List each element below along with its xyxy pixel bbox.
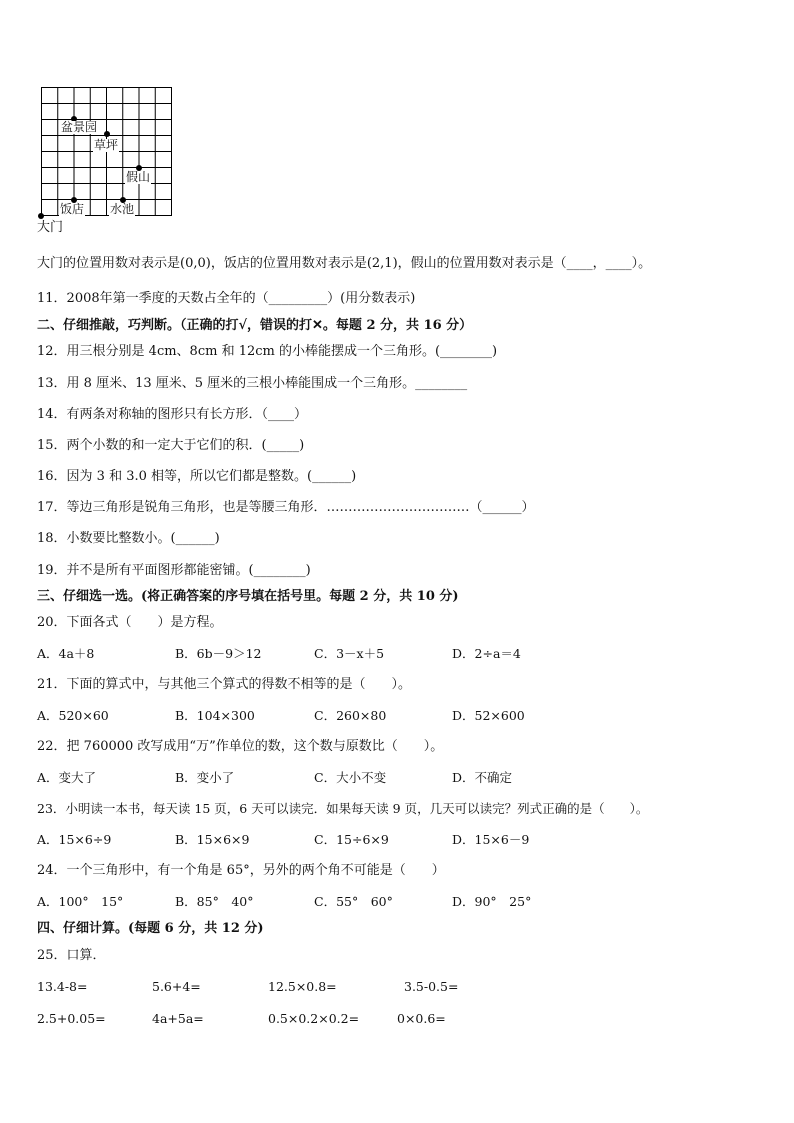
- calc-2-1: 2.5+0.05=: [37, 1011, 106, 1026]
- section2-heading: 二、仔细推敲，巧判断。（正确的打√，错误的打✕。每题 2 分，共 16 分）: [37, 318, 473, 333]
- gate-label: 大门: [37, 220, 64, 235]
- section3-heading: 三、仔细选一选。(将正确答案的序号填在括号里。每题 2 分，共 10 分): [37, 589, 459, 604]
- q24-option-c: C．55° 60°: [314, 894, 393, 909]
- q20-option-d: D．2÷a＝4: [452, 646, 521, 661]
- q21-option-c: C．260×80: [314, 708, 387, 723]
- q20-option-c: C．3－x＋5: [314, 646, 385, 661]
- garden-label: 盆景园: [61, 120, 98, 134]
- q15-text: 15．两个小数的和一定大于它们的积．(_____): [37, 438, 305, 453]
- restaurant-label: 饭店: [60, 202, 85, 216]
- q21-option-d: D．52×600: [452, 708, 525, 723]
- q20-stem: 20．下面各式（ ）是方程。: [37, 615, 223, 630]
- q13-text: 13．用 8 厘米、13 厘米、5 厘米的三根小棒能围成一个三角形。________: [37, 376, 468, 391]
- q24-option-d: D．90° 25°: [452, 894, 532, 909]
- calc-2-3: 0.5×0.2×0.2=: [268, 1011, 360, 1026]
- calc-1-3: 12.5×0.8=: [268, 979, 337, 994]
- calc-2-4: 0×0.6=: [397, 1011, 446, 1026]
- pool-label: 水池: [110, 202, 135, 216]
- q22-option-c: C．大小不变: [314, 770, 387, 785]
- section4-heading: 四、仔细计算。(每题 6 分，共 12 分): [37, 921, 264, 936]
- q12-text: 12．用三根分别是 4cm、8cm 和 12cm 的小棒能摆成一个三角形。(________): [37, 344, 498, 359]
- q25-stem: 25．口算．: [37, 948, 106, 963]
- q23-option-a: A．15×6÷9: [37, 832, 112, 847]
- lawn-label: 草坪: [94, 138, 119, 152]
- q24-option-b: B．85° 40°: [175, 894, 254, 909]
- q19-text: 19．并不是所有平面图形都能密铺。(________): [37, 563, 311, 578]
- q14-text: 14．有两条对称轴的图形只有长方形．（____）: [37, 407, 308, 422]
- q17-text: 17．等边三角形是锐角三角形，也是等腰三角形．……………………………（______）: [37, 500, 535, 515]
- q23-stem: 23．小明读一本书，每天读 15 页，6 天可以读完．如果每天读 9 页，几天可以读完？列式正确的是（ ）。: [37, 801, 649, 816]
- rockery-label: 假山: [126, 170, 151, 184]
- q16-text: 16．因为 3 和 3.0 相等，所以它们都是整数。(______): [37, 469, 357, 484]
- q24-stem: 24．一个三角形中，有一个角是 65°，另外的两个角不可能是（ ）: [37, 863, 445, 878]
- q22-option-a: A．变大了: [37, 770, 97, 785]
- q21-stem: 21．下面的算式中，与其他三个算式的得数不相等的是（ ）。: [37, 677, 412, 692]
- q20-option-a: A．4a＋8: [37, 646, 95, 661]
- calc-1-4: 3.5-0.5=: [404, 979, 459, 994]
- q10-text: 大门的位置用数对表示是(0,0)，饭店的位置用数对表示是(2,1)，假山的位置用数对表示是（____，____）。: [37, 256, 652, 271]
- q22-stem: 22．把 760000 改写成用“万”作单位的数，这个数与原数比（ ）。: [37, 739, 444, 754]
- q24-option-a: A．100° 15°: [37, 894, 124, 909]
- q18-text: 18．小数要比整数小。(______): [37, 531, 220, 546]
- q20-option-b: B．6b－9＞12: [175, 646, 262, 661]
- coordinate-grid: [40, 86, 174, 218]
- q21-option-b: B．104×300: [175, 708, 255, 723]
- q21-option-a: A．520×60: [37, 708, 109, 723]
- calc-2-2: 4a+5a=: [152, 1011, 204, 1026]
- lawn-point: [104, 131, 110, 137]
- gate-point: [38, 213, 44, 219]
- q22-option-b: B．变小了: [175, 770, 235, 785]
- q22-option-d: D．不确定: [452, 770, 513, 785]
- q23-option-d: D．15×6－9: [452, 832, 530, 847]
- calc-1-1: 13.4-8=: [37, 979, 88, 994]
- q23-option-c: C．15÷6×9: [314, 832, 389, 847]
- q23-option-b: B．15×6×9: [175, 832, 250, 847]
- calc-1-2: 5.6+4=: [152, 979, 201, 994]
- q11-text: 11．2008年第一季度的天数占全年的（_________）(用分数表示): [37, 291, 416, 306]
